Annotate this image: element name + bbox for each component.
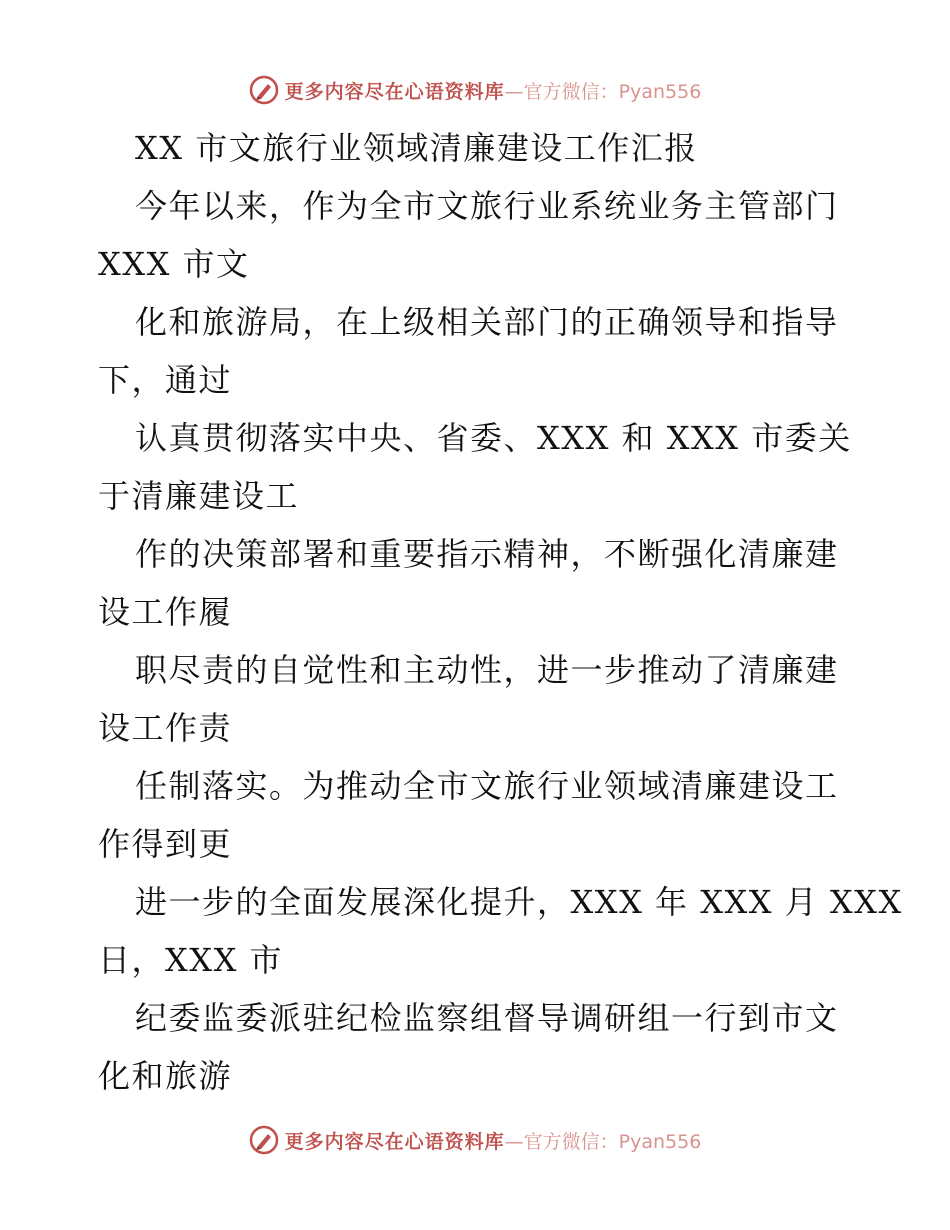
header-banner: [0, 70, 950, 110]
text-line: 认真贯彻落实中央、省委、XXX 和 XXX 市委关: [135, 419, 852, 457]
text-line: 职尽责的自觉性和主动性，进一步推动了清廉建: [135, 651, 839, 689]
promo-text: 更多内容尽在心语资料库: [284, 80, 505, 103]
text-line: 下，通过: [98, 361, 233, 399]
text-line: 作得到更: [98, 825, 233, 863]
document-body: [98, 119, 903, 1105]
pen-logo-icon: [249, 75, 279, 105]
footer-banner: [0, 1120, 950, 1160]
text-line: 化和旅游局，在上级相关部门的正确领导和指导: [135, 303, 839, 341]
document-title: XX 市文旅行业领域清廉建设工作汇报: [135, 129, 698, 167]
wechat-text: —官方微信：Pyan556: [504, 80, 702, 103]
text-line: 作的决策部署和重要指示精神，不断强化清廉建: [135, 535, 839, 573]
text-line: 化和旅游: [98, 1057, 233, 1095]
text-line: 设工作责: [98, 709, 233, 747]
text-line: 设工作履: [98, 593, 233, 631]
pen-logo-icon: [249, 1125, 279, 1155]
wechat-text: —官方微信：Pyan556: [504, 1130, 702, 1153]
text-line: 任制落实。为推动全市文旅行业领域清廉建设工: [135, 767, 839, 805]
text-line: 于清廉建设工: [98, 477, 300, 515]
text-line: 纪委监委派驻纪检监察组督导调研组一行到市文: [135, 999, 839, 1037]
text-line: 日，XXX 市: [98, 941, 284, 979]
text-line: 今年以来，作为全市文旅行业系统业务主管部门: [135, 187, 839, 225]
text-line: 进一步的全面发展深化提升，XXX 年 XXX 月 XXX: [135, 883, 903, 921]
text-line: XXX 市文: [98, 245, 250, 283]
promo-text: 更多内容尽在心语资料库: [284, 1130, 505, 1153]
